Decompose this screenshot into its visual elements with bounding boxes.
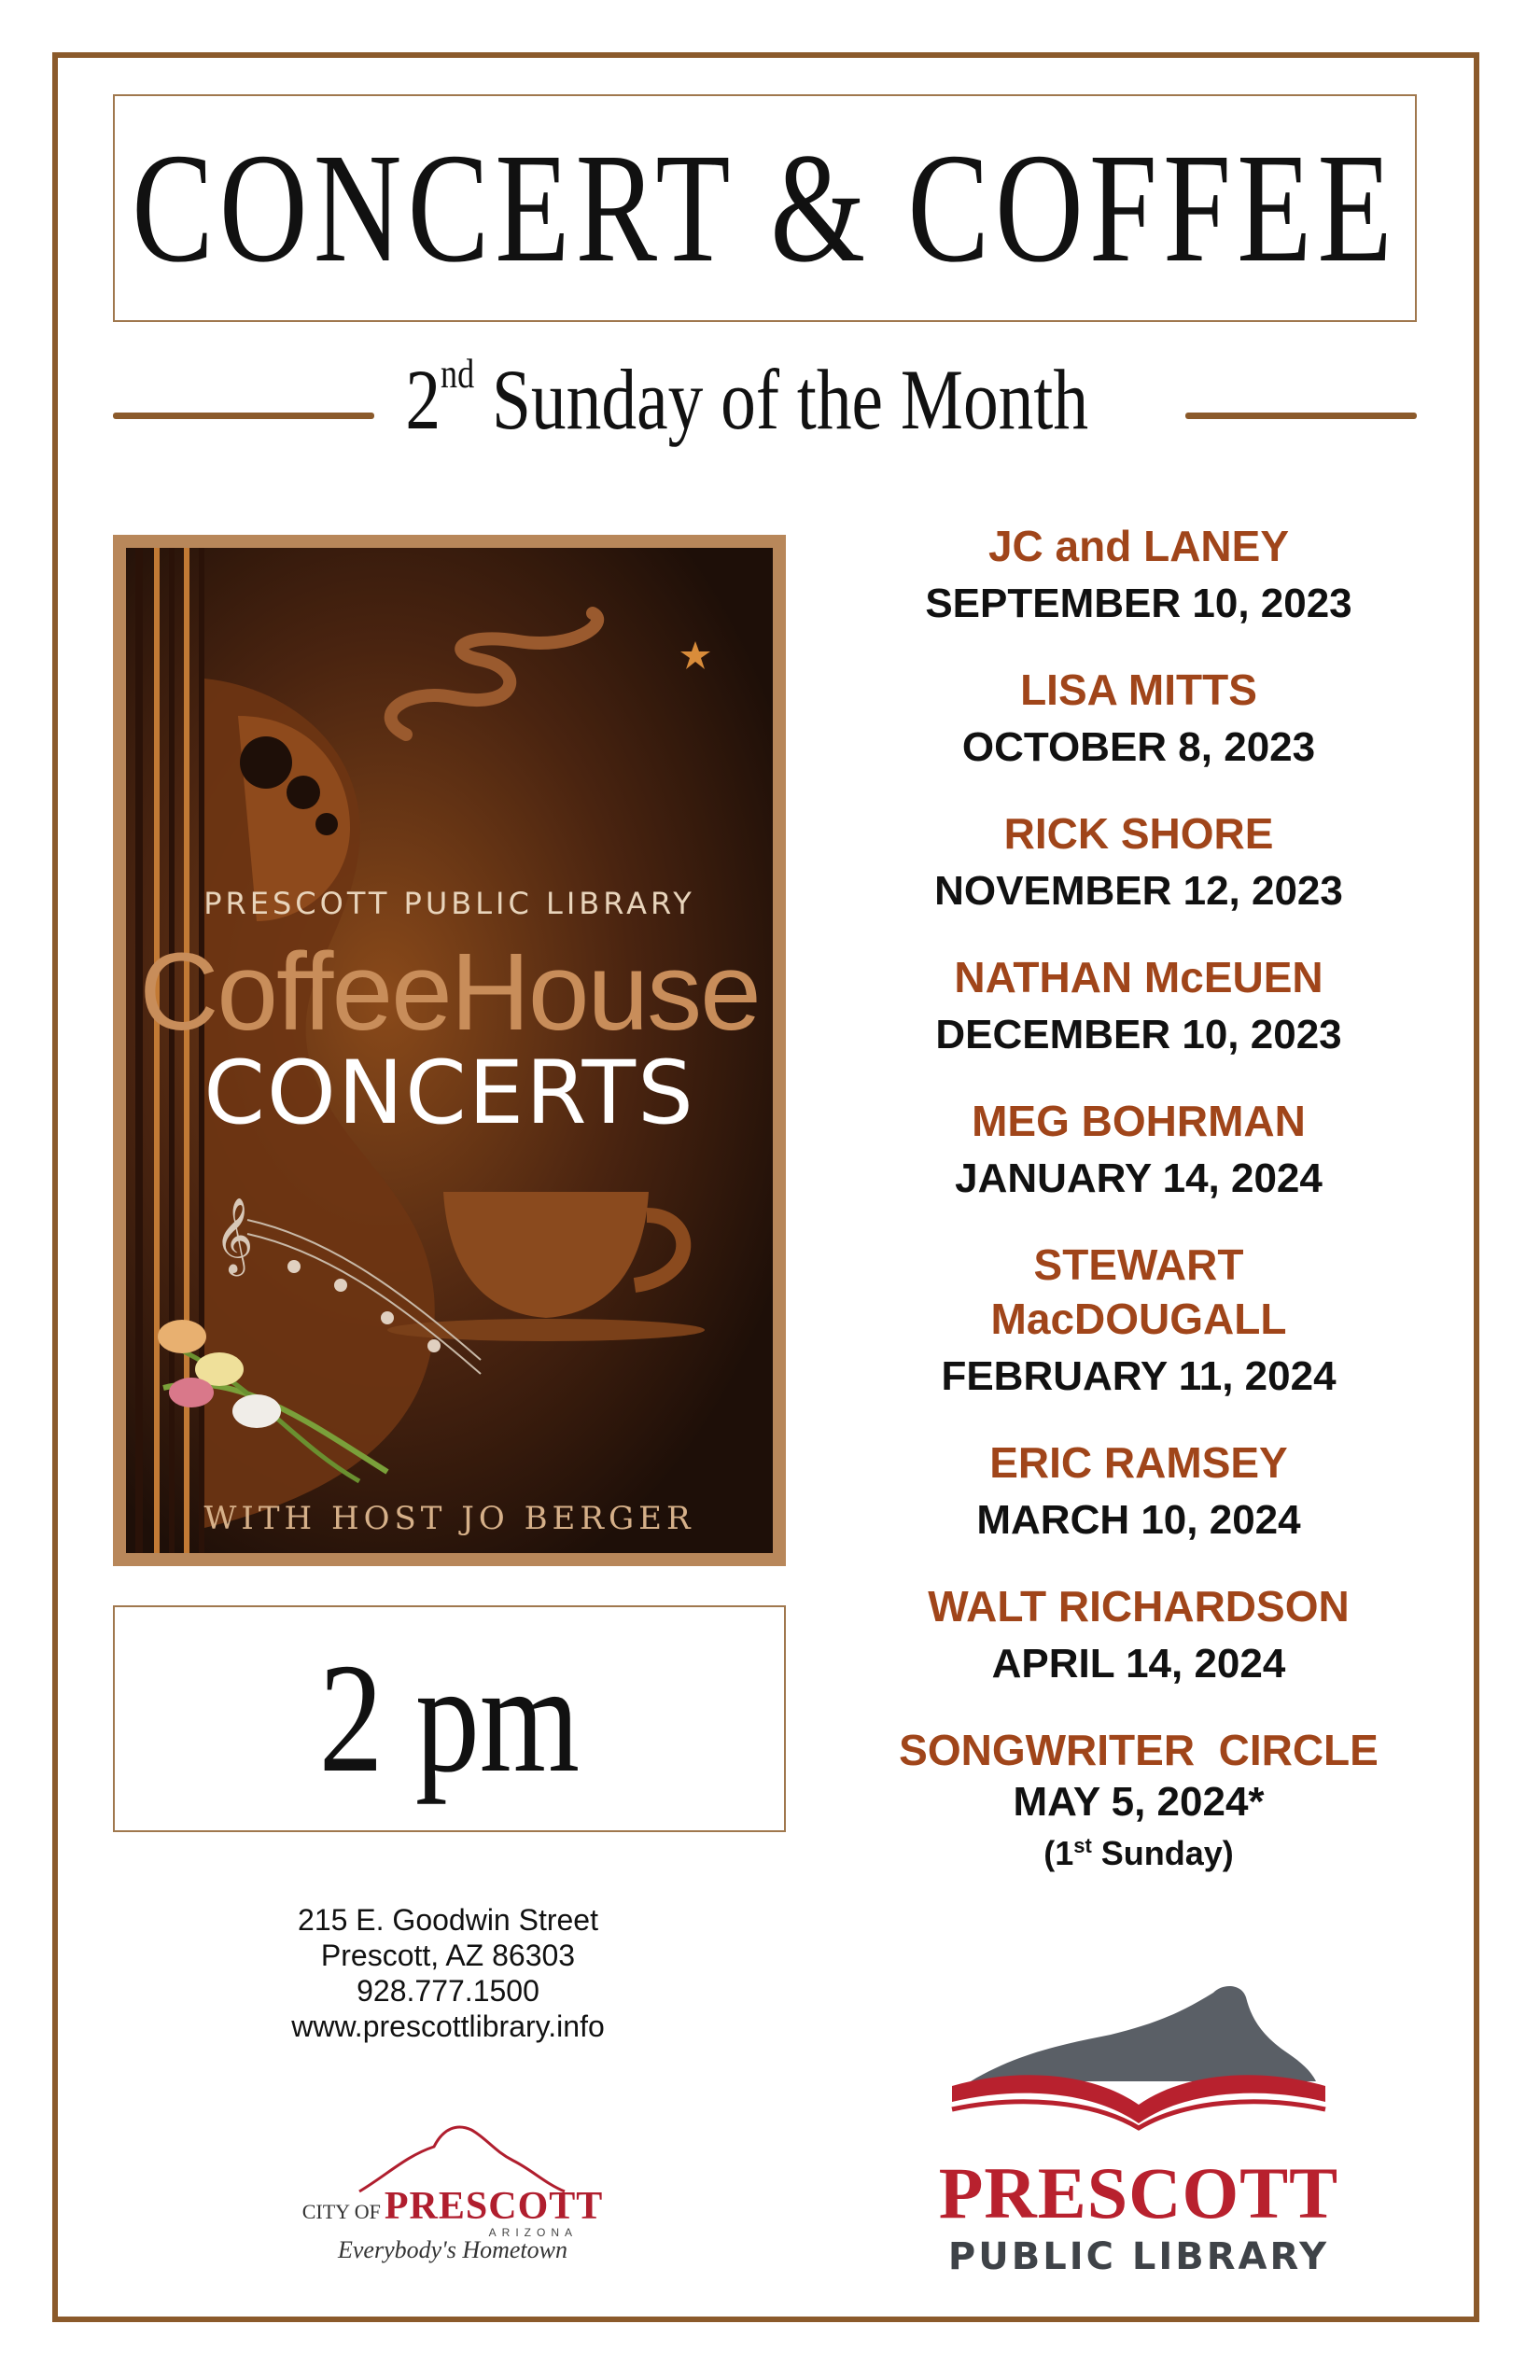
- performance-date: NOVEMBER 12, 2023: [934, 868, 1343, 914]
- performer-name: WALT RICHARDSON: [928, 1582, 1350, 1631]
- poster-title-coffeehouse: CoffeeHouse: [139, 931, 760, 1054]
- poster-artwork: [126, 548, 773, 1553]
- schedule-note: (1st Sunday): [1043, 1834, 1234, 1872]
- performer-name: ERIC RAMSEY: [989, 1438, 1288, 1487]
- performance-date: MARCH 10, 2024: [976, 1497, 1301, 1543]
- schedule-entry: [845, 1094, 1433, 1210]
- library-subname: PUBLIC LIBRARY: [947, 2235, 1330, 2278]
- performance-date: FEBRUARY 11, 2024: [941, 1353, 1337, 1399]
- prescott-public-library-logo: [933, 1979, 1344, 2277]
- city-name: CITY OF PRESCOTT: [301, 2185, 604, 2228]
- address-city: Prescott, AZ 86303: [320, 1939, 576, 1972]
- schedule-entry: [845, 1579, 1433, 1695]
- schedule-entry: [845, 806, 1433, 922]
- address-website: www.prescottlibrary.info: [291, 2009, 605, 2043]
- address-block: [187, 1902, 709, 2044]
- city-state: ARIZONA: [488, 2226, 578, 2239]
- performance-date: APRIL 14, 2024: [991, 1641, 1286, 1687]
- event-time: 2 pm: [318, 1631, 581, 1805]
- mountain-outline-icon: [294, 2119, 611, 2193]
- poster-host: WITH HOST JO BERGER: [203, 1500, 695, 1537]
- subtitle: [280, 350, 1213, 449]
- performer-name: LISA MITTS: [1020, 665, 1257, 714]
- subtitle-text: Sunday of the Month: [473, 352, 1088, 447]
- performer-name: RICK SHORE: [1003, 809, 1274, 858]
- schedule-entry: [845, 519, 1433, 635]
- concert-schedule: [845, 519, 1433, 1872]
- title-box: [113, 94, 1417, 322]
- schedule-entry: [845, 1435, 1433, 1551]
- subtitle-ordinal: 2: [405, 352, 441, 447]
- schedule-entry: [845, 950, 1433, 1066]
- right-divider: [1185, 413, 1417, 419]
- performer-name: STEWART MacDOUGALL: [990, 1240, 1287, 1343]
- library-name: PRESCOTT: [938, 2152, 1339, 2233]
- performance-date: MAY 5, 2024*: [1013, 1779, 1265, 1825]
- svg-text:𝄞: 𝄞: [215, 1197, 254, 1273]
- coffeehouse-poster: [113, 535, 786, 1566]
- city-of-prescott-logo: [294, 2119, 611, 2263]
- schedule-entry: [845, 1723, 1433, 1872]
- city-tagline: Everybody's Hometown: [338, 2236, 567, 2263]
- schedule-entry: [845, 1238, 1433, 1407]
- schedule-entry: [845, 663, 1433, 778]
- book-mountain-icon: [933, 1979, 1344, 2147]
- performance-date: JANUARY 14, 2024: [955, 1155, 1323, 1201]
- performer-name: MEG BOHRMAN: [972, 1097, 1306, 1145]
- performance-date: SEPTEMBER 10, 2023: [925, 581, 1352, 626]
- performance-date: DECEMBER 10, 2023: [935, 1012, 1342, 1057]
- page-title: CONCERT & COFFEE: [132, 120, 1398, 295]
- performer-name: NATHAN McEUEN: [954, 953, 1323, 1001]
- subtitle-suffix: nd: [440, 351, 474, 397]
- address-phone: 928.777.1500: [357, 1974, 539, 2008]
- performance-date: OCTOBER 8, 2023: [961, 724, 1316, 770]
- address-street: 215 E. Goodwin Street: [298, 1903, 598, 1937]
- poster-title-concerts: CONCERTS: [203, 1043, 695, 1144]
- performer-name: SONGWRITER CIRCLE: [899, 1726, 1379, 1774]
- poster-library-name: PRESCOTT PUBLIC LIBRARY: [203, 886, 695, 921]
- time-box: [113, 1605, 786, 1832]
- performer-name: JC and LANEY: [987, 522, 1290, 570]
